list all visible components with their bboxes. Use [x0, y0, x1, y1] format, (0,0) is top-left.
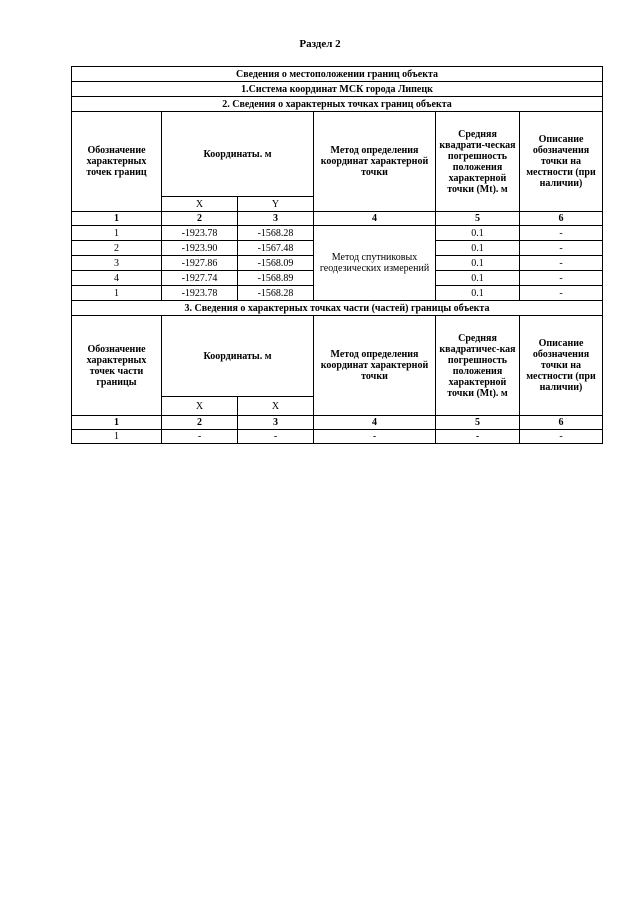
point-mt: 0.1: [436, 271, 520, 286]
header-point-designation: Обозначение характерных точек границ: [72, 112, 162, 212]
point-y: -1567.48: [238, 241, 314, 256]
header-description: Описание обозначения точки на местности (при наличии): [520, 112, 603, 212]
point-desc: -: [520, 286, 603, 301]
point-x: -: [162, 430, 238, 444]
boundary-table: [71, 66, 603, 444]
point-y: -: [238, 430, 314, 444]
point-mt: 0.1: [436, 286, 520, 301]
header-x: X: [162, 397, 238, 416]
col-num: 1: [72, 212, 162, 226]
col-num: 5: [436, 416, 520, 430]
point-desc: -: [520, 430, 603, 444]
point-id: 4: [72, 271, 162, 286]
point-id: 1: [72, 430, 162, 444]
col-num: 6: [520, 212, 603, 226]
point-desc: -: [520, 241, 603, 256]
point-mt: -: [436, 430, 520, 444]
section-3-title: 3. Сведения о характерных точках части (частей) границы объекта: [72, 301, 603, 316]
col-num: 4: [314, 212, 436, 226]
header-x: X: [162, 197, 238, 212]
header-point-designation: Обозначение характерных точек части границы: [72, 316, 162, 416]
col-num: 2: [162, 212, 238, 226]
point-x: -1923.78: [162, 226, 238, 241]
point-x: -1923.90: [162, 241, 238, 256]
point-y: -1568.09: [238, 256, 314, 271]
point-mt: 0.1: [436, 256, 520, 271]
point-x: -1923.78: [162, 286, 238, 301]
header-method: Метод определения координат характерной точки: [314, 316, 436, 416]
point-x: -1927.86: [162, 256, 238, 271]
col-num: 4: [314, 416, 436, 430]
point-desc: -: [520, 271, 603, 286]
point-id: 3: [72, 256, 162, 271]
header-method: Метод определения координат характерной точки: [314, 112, 436, 212]
point-x: -1927.74: [162, 271, 238, 286]
col-num: 1: [72, 416, 162, 430]
header-description: Описание обозначения точки на местности (при наличии): [520, 316, 603, 416]
point-id: 1: [72, 226, 162, 241]
point-y: -1568.28: [238, 286, 314, 301]
point-mt: 0.1: [436, 226, 520, 241]
point-id: 1: [72, 286, 162, 301]
point-mt: 0.1: [436, 241, 520, 256]
header-error: Средняя квадрати-ческая погрешность положения характерной точки (Mt). м: [436, 112, 520, 212]
point-y: -1568.89: [238, 271, 314, 286]
point-desc: -: [520, 256, 603, 271]
point-method: -: [314, 430, 436, 444]
col-num: 5: [436, 212, 520, 226]
point-desc: -: [520, 226, 603, 241]
table-title: Сведения о местоположении границ объекта: [72, 67, 603, 82]
header-coordinates: Координаты. м: [162, 112, 314, 197]
col-num: 3: [238, 416, 314, 430]
section-title: Раздел 2: [299, 38, 341, 50]
section-2-title: 2. Сведения о характерных точках границ объекта: [72, 97, 603, 112]
col-num: 3: [238, 212, 314, 226]
coordinate-system: 1.Система координат МСК города Липецк: [72, 82, 603, 97]
table-row: [72, 226, 603, 241]
header-coordinates: Координаты. м: [162, 316, 314, 397]
table-row: [72, 430, 603, 444]
header-y: X: [238, 397, 314, 416]
header-y: Y: [238, 197, 314, 212]
header-error: Средняя квадратичес-кая погрешность положения характерной точки (Mt). м: [436, 316, 520, 416]
col-num: 6: [520, 416, 603, 430]
point-y: -1568.28: [238, 226, 314, 241]
col-num: 2: [162, 416, 238, 430]
method-value: Метод спутниковых геодезических измерений: [314, 226, 436, 301]
point-id: 2: [72, 241, 162, 256]
